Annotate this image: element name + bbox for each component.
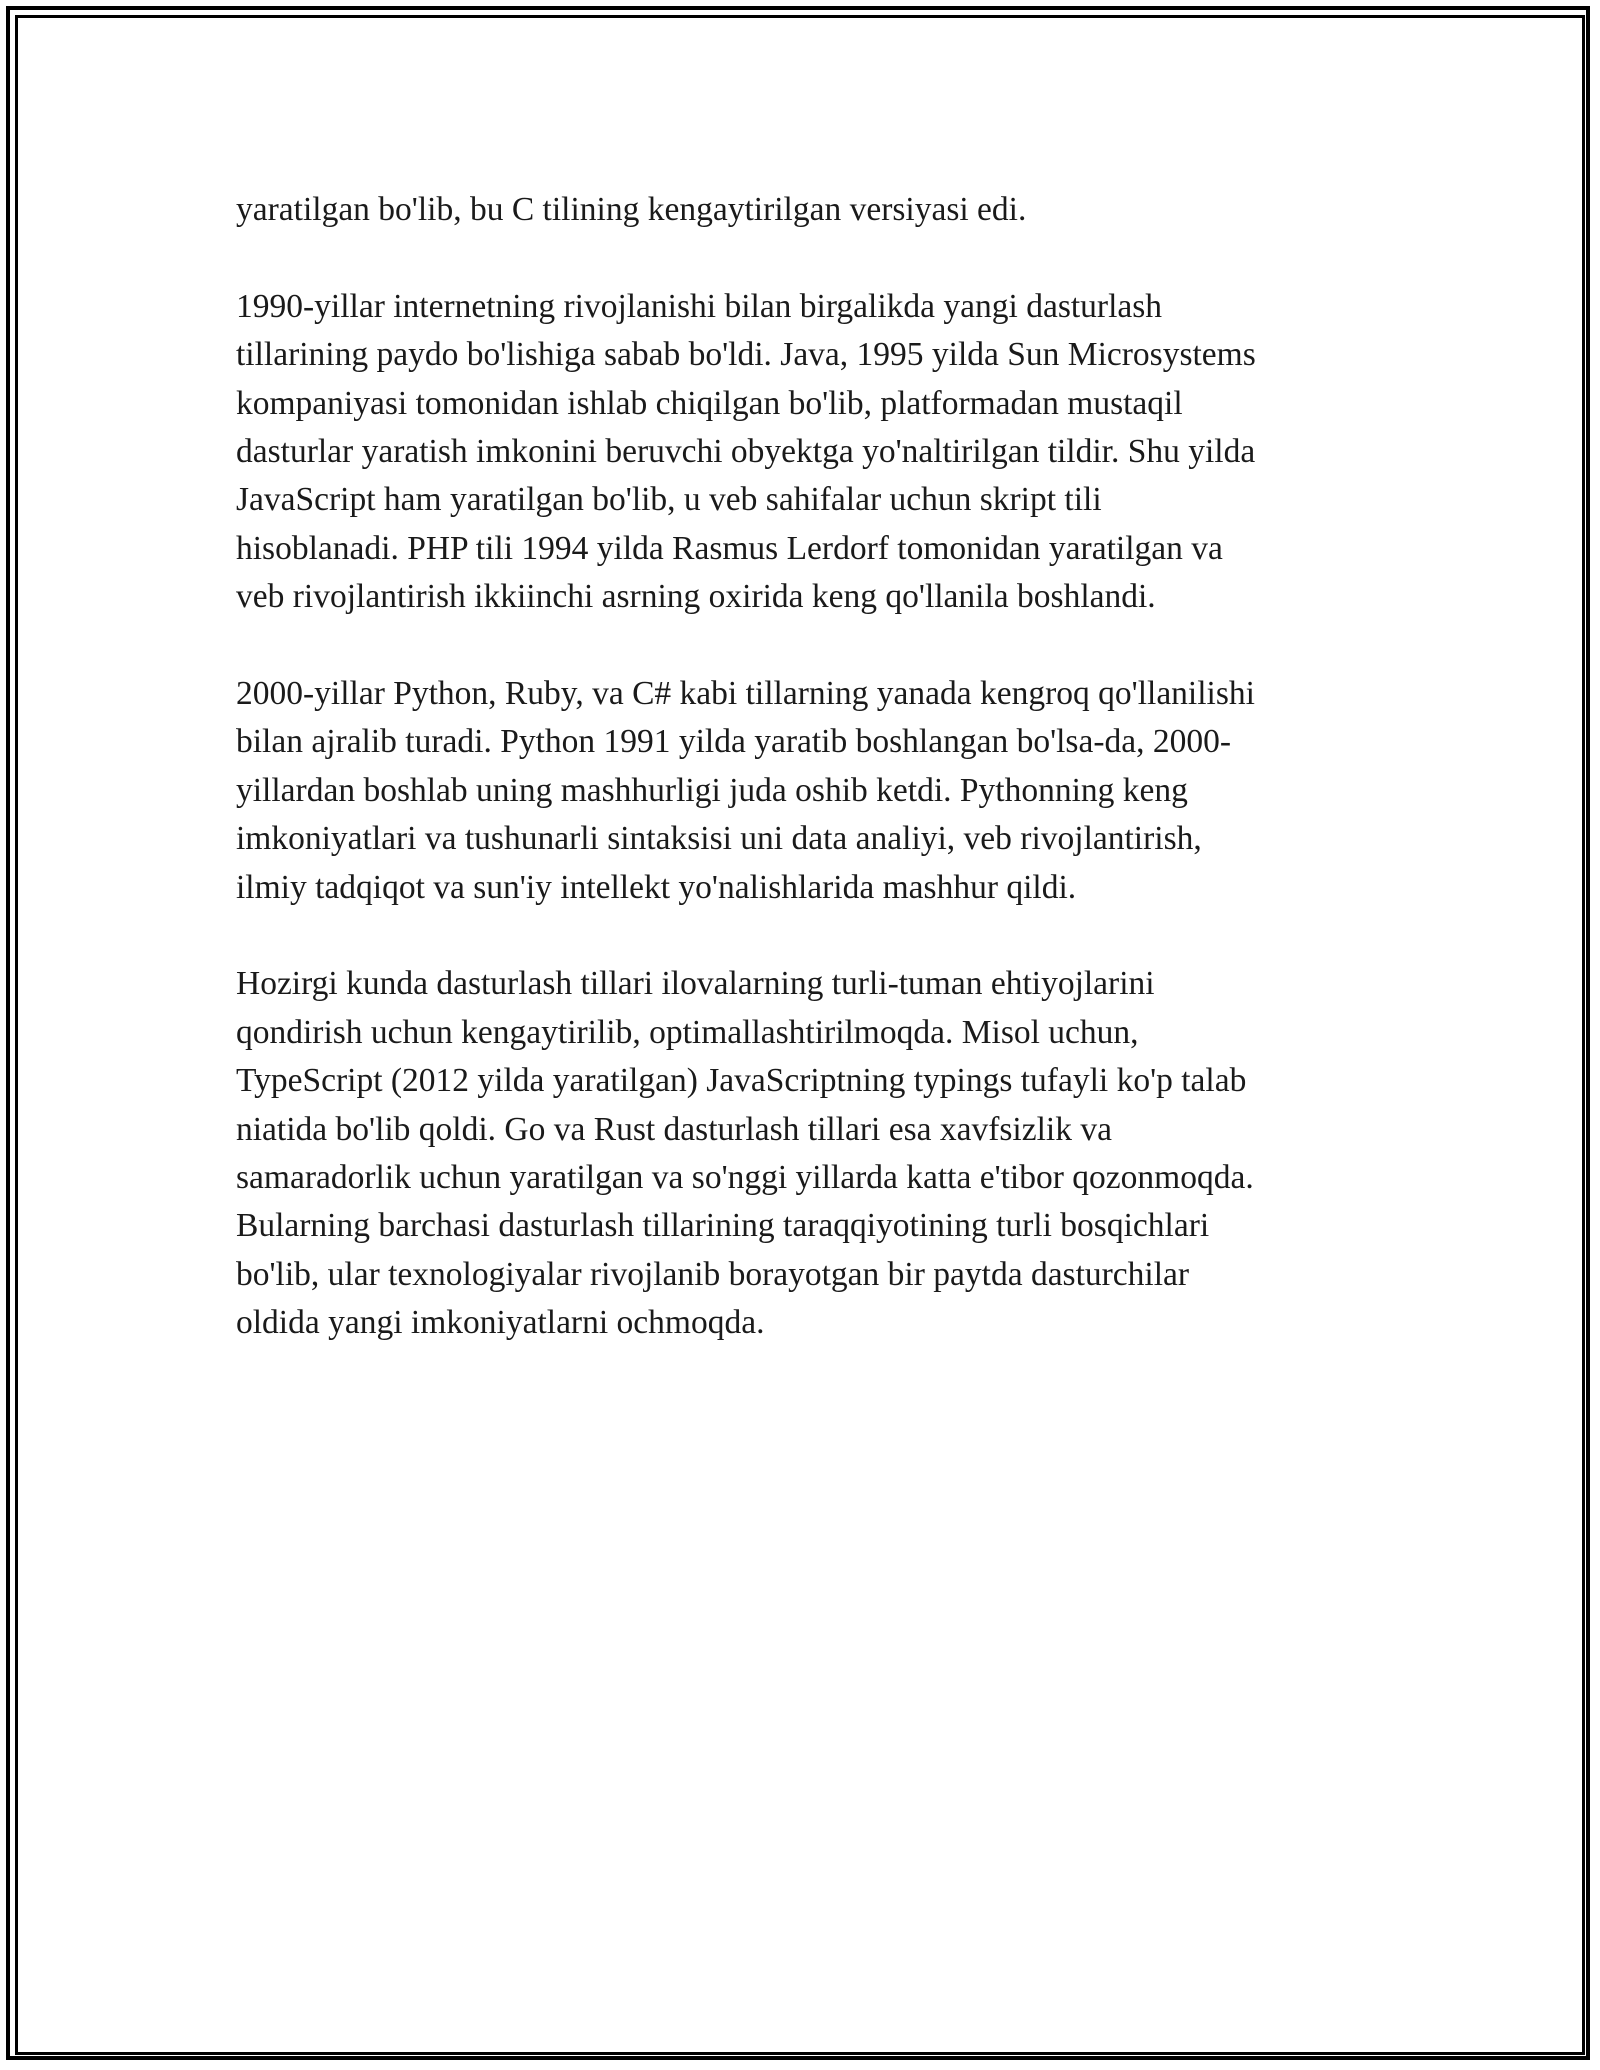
- paragraph-2: 1990-yillar internetning rivojlanishi bilan birgalikda yangi dasturlash tillarining paydo bo'lishiga sabab bo'ldi. Java, 1995 yilda Sun Microsystems kompaniyasi tomonidan ishlab chiqilgan bo'lib, platformadan mustaqil dasturlar yaratish imkonini beruvchi obyektga yo'naltirilgan tildir. Shu yilda JavaScript ham yaratilgan bo'lib, u veb sahifalar uchun skript tili hisoblanadi. PHP tili 1994 yilda Rasmus Lerdorf tomonidan yaratilgan va veb rivojlantirish ikkiinchi asrning oxirida keng qo'llanila boshlandi.: [236, 287, 1256, 616]
- document-body: [236, 186, 1366, 1348]
- paragraph-4: Hozirgi kunda dasturlash tillari ilovalarning turli-tuman ehtiyojlarini qondirish uchun kengaytirilib, optimallashtirilmoqda. Misol uchun, TypeScript (2012 yilda yaratilgan) JavaScriptning typings tufayli ko'p talab niatida bo'lib qoldi. Go va Rust dasturlash tillari esa xavfsizlik va samaradorlik uchun yaratilgan va so'nggi yillarda katta e'tibor qozonmoqda. Bularning barchasi dasturlash tillarining taraqqiyotining turli bosqichlari bo'lib, ular texnologiyalar rivojlanib borayotgan bir paytda dasturchilar oldida yangi imkoniyatlarni ochmoqda.: [236, 965, 1254, 1342]
- paragraph-3: 2000-yillar Python, Ruby, va C# kabi tillarning yanada kengroq qo'llanilishi bilan ajralib turadi. Python 1991 yilda yaratib boshlangan bo'lsa-da, 2000- yillardan boshlab uning mashhurligi juda oshib ketdi. Pythonning keng imkoniyatlari va tushunarli sintaksisi uni data analiyi, veb rivojlantirish, ilmiy tadqiqot va sun'iy intellekt yo'nalishlarida mashhur qildi.: [236, 675, 1255, 906]
- paragraph-1: yaratilgan bo'lib, bu C tilining kengaytirilgan versiyasi edi.: [236, 191, 1027, 228]
